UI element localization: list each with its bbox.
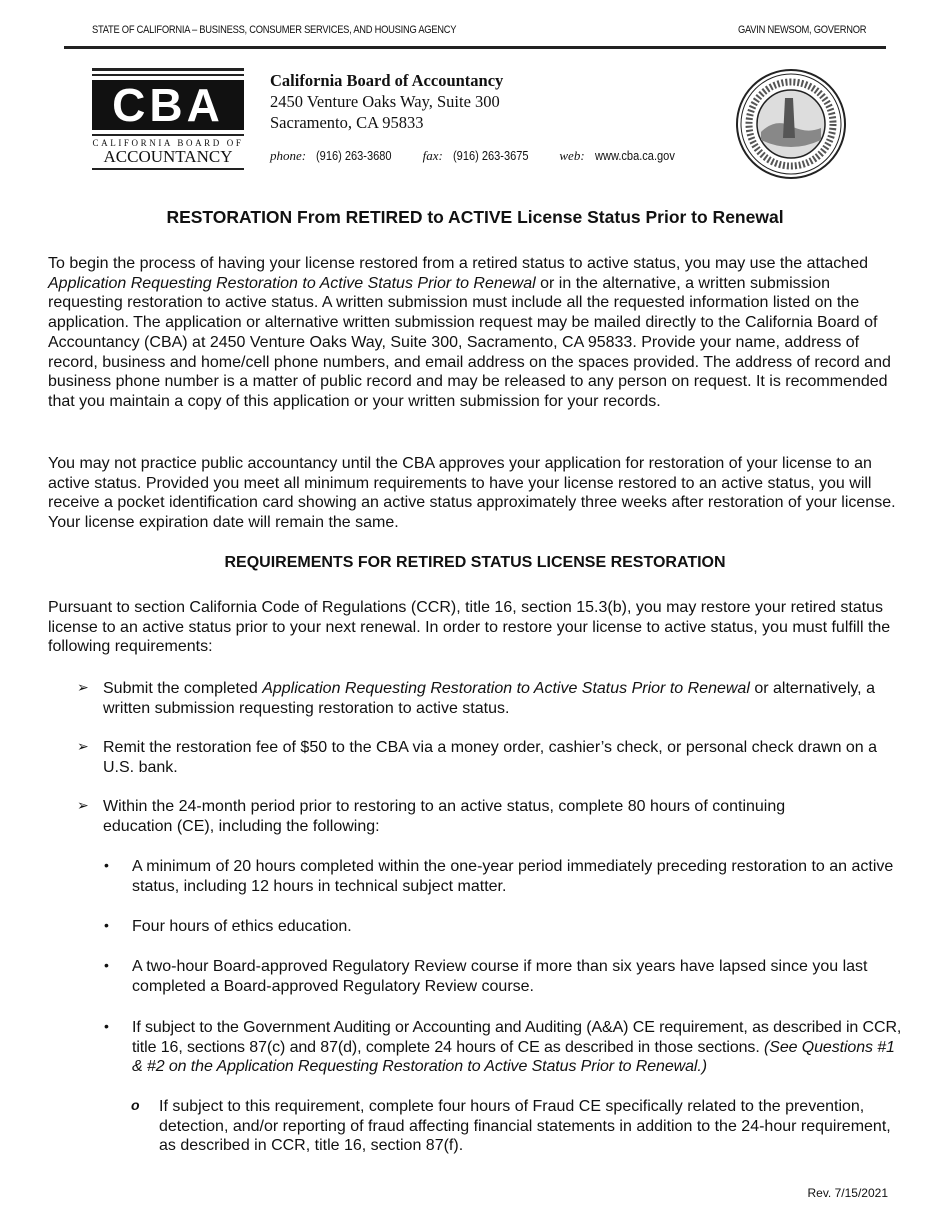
bullet-icon: •	[104, 957, 109, 973]
phone: (916) 263-3680	[316, 148, 392, 163]
revision-date: Rev. 7/15/2021	[807, 1186, 888, 1200]
text: If subject to the Government Auditing or Accounting and Auditing (A&A) CE requirement, as described in CCR, title 16, sections 87(c) and 87(d), complete 24 hours of CE as described in those sections.	[132, 1019, 902, 1056]
intro-paragraph	[48, 254, 900, 412]
header-rule	[64, 46, 886, 49]
arrow-bullet-icon: ➢	[77, 797, 89, 813]
arrow-bullet-icon: ➢	[77, 738, 89, 754]
practice-paragraph: You may not practice public accountancy until the CBA approves your application for restoration of your license to an active status. Provided you meet all minimum requirements to have your license restored to an active status, you will receive a pocket identification card showing an active status approximately three weeks after restoration of your license. Your license expiration date will remain the same.	[48, 455, 896, 532]
circle-bullet-icon: o	[131, 1097, 140, 1113]
text: Submit the completed	[103, 680, 263, 697]
org-name: California Board of Accountancy	[270, 71, 504, 90]
application-title: Application Requesting Restoration to Active Status Prior to Renewal	[262, 680, 750, 697]
text: To begin the process of having your license restored from a retired status to active status, you may use the attached	[48, 255, 868, 272]
logo-sub2: ACCOUNTANCY	[103, 147, 233, 166]
requirement-text: Within the 24-month period prior to restoring to an active status, complete 80 hours of continuing education (CE), including the following:	[103, 798, 786, 835]
ce-text: Four hours of ethics education.	[132, 918, 352, 935]
requirements-intro: Pursuant to section California Code of Regulations (CCR), title 16, section 15.3(b), you may restore your retired status license to an active status prior to your next renewal. In order to restore your license to active status, you must fulfill the following requirements:	[48, 599, 891, 656]
ce-item-1	[104, 857, 899, 896]
logo-sub1: CALIFORNIA BOARD OF	[92, 138, 244, 148]
arrow-bullet-icon: ➢	[77, 679, 89, 695]
text: or in the alternative, a written submission requesting restoration to active status. A written submission must include all the requested information listed on the application. The application or alternative written submission request may be mailed directly to the California Board of Accountancy (CBA) at 2450 Venture Oaks Way, Suite 300, Sacramento, CA 95833. Provide your name, address of record, business and home/cell phone numbers, and email address on the spaces provided. The address of record and business phone number is a matter of public record and may be released to any person on request. It is recommended that you maintain a copy of this application or your written submission for your records.	[48, 274, 891, 410]
ce-text: A minimum of 20 hours completed within the one-year period immediately preceding restoration to an active status, including 12 hours in technical subject matter.	[132, 858, 894, 895]
fax: (916) 263-3675	[452, 148, 529, 163]
fraud-ce-text: If subject to this requirement, complete four hours of Fraud CE specifically related to the prevention, detection, and/or reporting of fraud affecting financial statements in addition to the 24-hour requirement, as described in CCR, title 16, section 87(f).	[159, 1098, 891, 1155]
page-title: RESTORATION From RETIRED to ACTIVE License Status Prior to Renewal	[166, 207, 784, 227]
text: or alternatively, a written submission requesting restoration to active status.	[103, 680, 875, 717]
requirement-text: Remit the restoration fee of $50 to the CBA via a money order, cashier’s check, or personal check drawn on a U.S. bank.	[103, 739, 878, 776]
ce-item-3	[104, 957, 894, 996]
governor-header: GAVIN NEWSOM, GOVERNOR	[738, 24, 867, 36]
application-title: Application Requesting Restoration to Active Status Prior to Renewal	[48, 274, 536, 292]
requirement-3	[77, 797, 837, 836]
ce-text: A two-hour Board-approved Regulatory Review course if more than six years have lapsed since you last completed a Board-approved Regulatory Review course.	[132, 958, 868, 995]
requirement-2	[77, 738, 897, 777]
bullet-icon: •	[104, 857, 109, 873]
address-line-1: 2450 Venture Oaks Way, Suite 300	[270, 92, 500, 111]
fraud-ce-item	[131, 1097, 896, 1156]
address-line-2: Sacramento, CA 95833	[270, 113, 424, 132]
bullet-icon: •	[104, 1018, 109, 1034]
ce-item-2	[104, 917, 899, 937]
bullet-icon: •	[104, 917, 109, 933]
cba-logo	[92, 68, 244, 168]
web: www.cba.ca.gov	[594, 148, 675, 163]
see-questions-note: (See Questions #1 & #2 on the Application Requesting Restoration to Active Status Prior to Renewal.)	[132, 1038, 895, 1076]
logo-wordmark: CBA	[92, 80, 244, 130]
phone-label: phone:	[270, 148, 307, 163]
requirement-1	[77, 679, 897, 718]
requirements-heading: REQUIREMENTS FOR RETIRED STATUS LICENSE RESTORATION	[224, 554, 726, 571]
agency-header: STATE OF CALIFORNIA – BUSINESS, CONSUMER SERVICES, AND HOUSING AGENCY	[92, 24, 457, 36]
contact-line	[270, 148, 703, 164]
requirement-text	[103, 679, 897, 718]
fax-label: fax:	[422, 148, 443, 163]
web-label: web:	[559, 148, 585, 163]
ce-item-4	[104, 1018, 904, 1077]
cba-seal	[735, 68, 847, 180]
ce-text	[132, 1018, 904, 1077]
org-address	[270, 70, 503, 133]
